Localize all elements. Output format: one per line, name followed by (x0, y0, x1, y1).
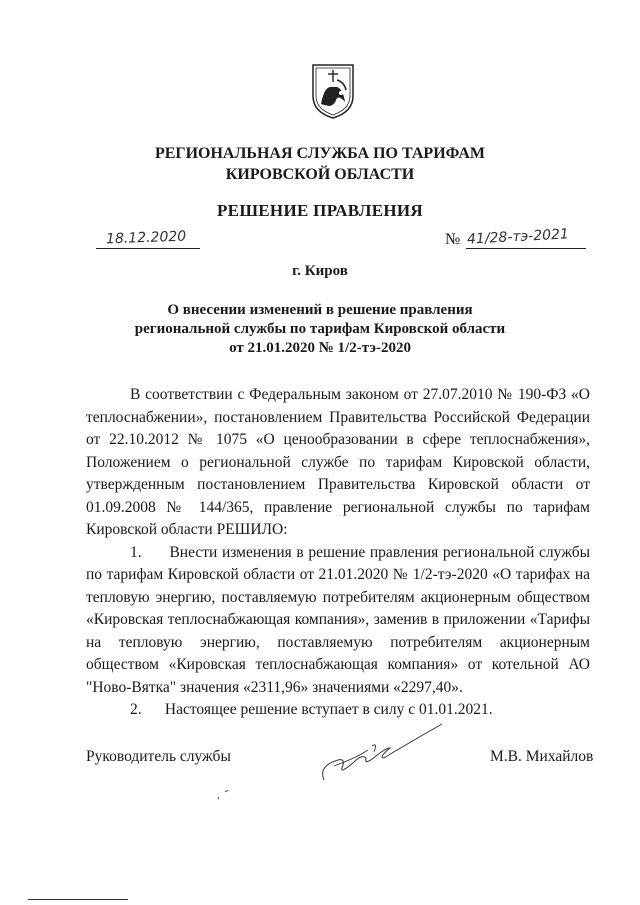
subject-line-3: от 21.01.2020 № 1/2-тэ-2020 (229, 340, 411, 356)
footer-rule (28, 899, 128, 900)
item-2-text: Настоящее решение вступает в силу с 01.01.2021. (164, 701, 493, 718)
number-sign: № (445, 231, 461, 248)
signatory-name: М.В. Михайлов (490, 748, 594, 765)
item-1-number: 1. (130, 543, 142, 561)
subject-line-1: О внесении изменений в решение правления (167, 302, 473, 318)
document-body (86, 384, 590, 722)
document-date: 18.12.2020 (105, 228, 187, 248)
preamble-paragraph: В соответствии с Федеральным законом от 27.07.2010 № 190-ФЗ «О теплоснабжении», постановлением Правительства Российской Федерации от 22.10.2012 № 1075 «О ценообразовании в сфере теплоснабжения», Положением о региональной службе по тарифам Кировской области, утвержденным постановлением Правительства Кировской области от 01.09.2008 № 144/365, правление региональной службы по тарифам Кировской области РЕШИЛО: (86, 386, 590, 538)
document-title: РЕШЕНИЕ ПРАВЛЕНИЯ (217, 201, 423, 220)
organization-name (0, 143, 640, 185)
org-line-2: КИРОВСКОЙ ОБЛАСТИ (225, 166, 415, 183)
kirov-coat-of-arms-icon (310, 62, 356, 120)
city: г. Киров (292, 263, 348, 279)
signatory-role: Руководитель службы (86, 748, 231, 765)
item-2-number: 2. (130, 701, 142, 718)
decision-subject (0, 301, 640, 358)
stray-mark (215, 788, 231, 802)
org-line-1: РЕГИОНАЛЬНАЯ СЛУЖБА ПО ТАРИФАМ (154, 145, 486, 162)
document-number: 41/28-тэ-2021 (466, 226, 570, 248)
item-1-text: Внести изменения в решение правления региональной службы по тарифам Кировской области от 21.01.2020 № 1/2-тэ-2020 «О тарифах на тепловую энергию, поставляемую потребителям акционерным обществом «Кировская теплоснабжающая компания», заменив в приложении «Тарифы на тепловую энергию, поставляемую потребителям акционерным обществом «Кировская теплоснабжающая компания» от котельной АО "Ново-Вятка" значения «2311,96» значениями «2297,40». (86, 543, 590, 696)
subject-line-2: региональной службы по тарифам Кировской области (134, 321, 506, 337)
handwritten-signature (316, 718, 446, 792)
item-1 (86, 542, 590, 700)
